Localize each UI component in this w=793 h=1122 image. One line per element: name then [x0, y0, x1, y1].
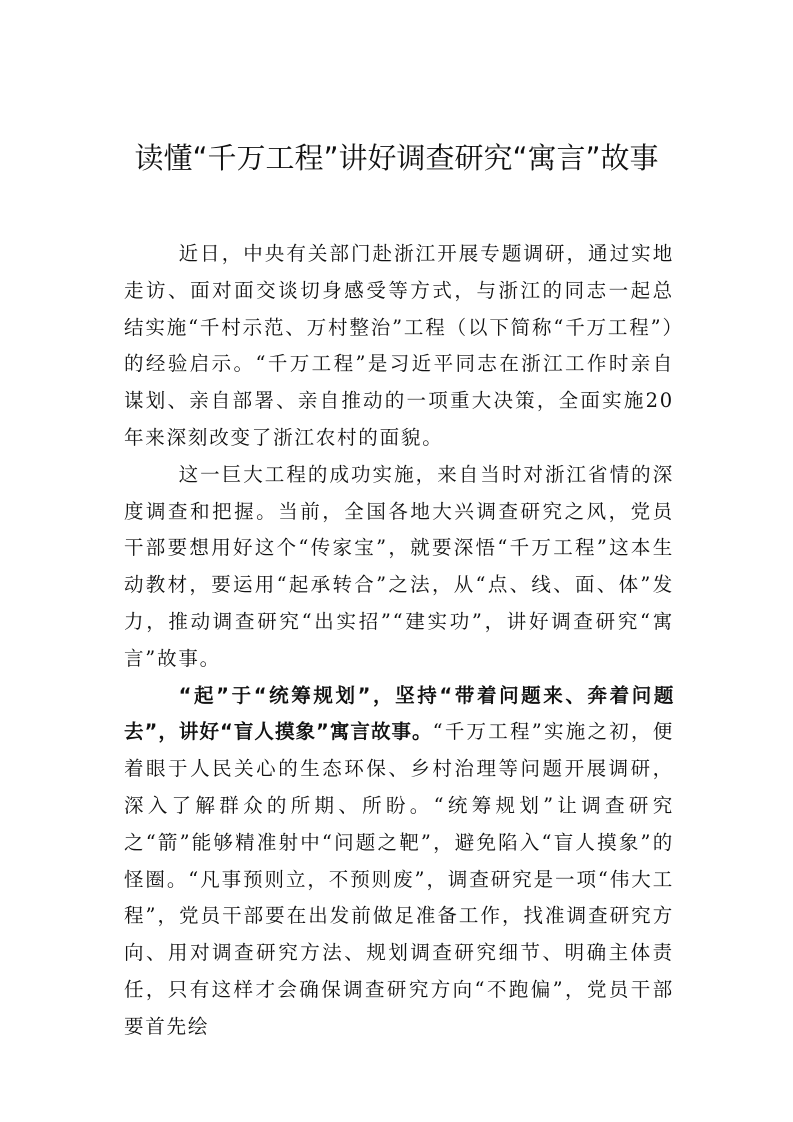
paragraph-1: 近日，中央有关部门赴浙江开展专题调研，通过实地走访、面对面交谈切身感受等方式，与浙江的同志一起总结实施“千村示范、万村整治”工程（以下简称“千万工程”）的经验启示。“千万工程”是习近平同志在浙江工作时亲自谋划、亲自部署、亲自推动的一项重大决策，全面实施20年来深刻改变了浙江农村的面貌。 [124, 242, 674, 449]
paragraph-3 [124, 678, 674, 1046]
article-body [124, 236, 674, 1046]
paragraph-3-bold-lead: “起”于“统筹规划”，坚持“带着问题来、奔着问题去”，讲好“盲人摸象”寓言故事。 [124, 683, 674, 744]
paragraph-2: 这一巨大工程的成功实施，来自当时对浙江省情的深度调查和把握。当前，全国各地大兴调查研究之风，党员干部要想用好这个“传家宝”，就要深悟“千万工程”这本生动教材，要运用“起承转合”之法，从“点、线、面、体”发力，推动调查研究“出实招”“建实功”，讲好调查研究“寓言”故事。 [124, 462, 674, 670]
article-title: 读懂“千万工程”讲好调查研究“寓言”故事 [134, 141, 659, 175]
paragraph-3-text: “千万工程”实施之初，便着眼于人民关心的生态环保、乡村治理等问题开展调研，深入了解群众的所期、所盼。“统筹规划”让调查研究之“箭”能够精准射中“问题之靶”，避免陷入“盲人摸象”的怪圈。“凡事预则立，不预则废”，调查研究是一项“伟大工程”，党员干部要在出发前做足准备工作，找准调查研究方向、用对调查研究方法、规划调查研究细节、明确主体责任，只有这样才会确保调查研究方向“不跑偏”，党员干部要首先绘 [124, 720, 674, 1038]
